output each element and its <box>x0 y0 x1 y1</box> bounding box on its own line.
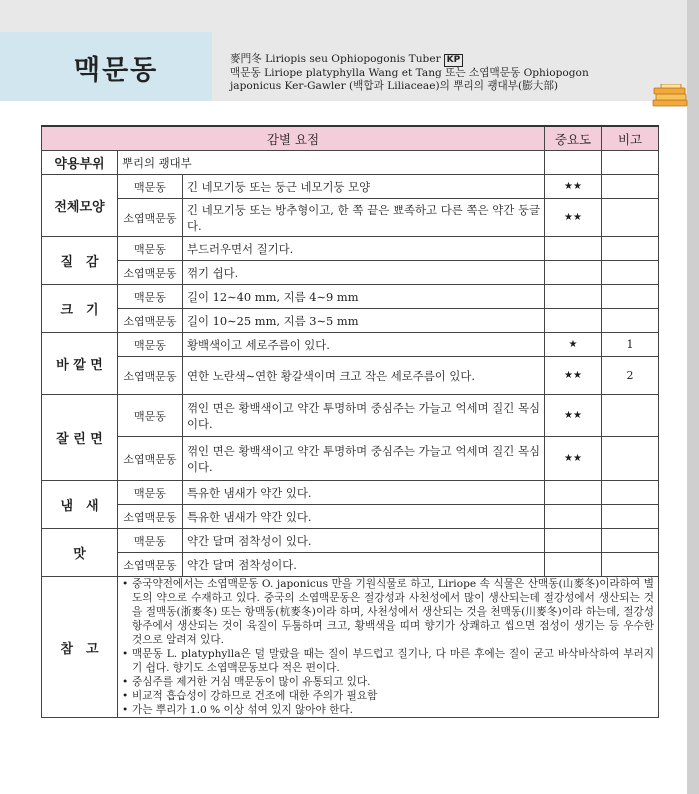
row-text: 꺾인 면은 황백색이고 약간 투명하며 중심주는 가늘고 억세며 질긴 목심이다. <box>183 395 545 437</box>
row-subtype: 소엽맥문동 <box>118 437 183 481</box>
herb-description <box>230 53 680 93</box>
row-subtype: 소엽맥문동 <box>118 199 183 237</box>
table-row <box>42 481 659 505</box>
table-row <box>42 261 659 285</box>
remark-note: 1 <box>602 333 659 357</box>
remark-note <box>602 309 659 333</box>
importance-stars <box>545 553 602 577</box>
importance-stars <box>545 285 602 309</box>
remark-note <box>602 199 659 237</box>
table-row <box>42 285 659 309</box>
row-text: 부드러우면서 질기다. <box>183 237 545 261</box>
row-text: 길이 12∼40 mm, 지름 4∼9 mm <box>183 285 545 309</box>
table-row <box>42 505 659 529</box>
row-category: 바 깥 면 <box>42 333 118 395</box>
row-subtype: 소엽맥문동 <box>118 357 183 395</box>
row-category: 질 감 <box>42 237 118 285</box>
importance-stars <box>545 151 602 175</box>
remark-note <box>602 175 659 199</box>
importance-stars <box>545 309 602 333</box>
note-item: • 중심주를 제거한 거심 맥문동이 많이 유통되고 있다. <box>122 675 654 689</box>
description-line-2: 맥문동 Liriope platyphylla Wang et Tang 또는 소엽맥문동 Ophiopogon <box>230 67 589 79</box>
row-subtype: 소엽맥문동 <box>118 261 183 285</box>
table-row <box>42 237 659 261</box>
header-key-points: 감별 요점 <box>42 126 545 151</box>
remark-note <box>602 261 659 285</box>
row-category: 잘 린 면 <box>42 395 118 481</box>
row-category: 크 기 <box>42 285 118 333</box>
importance-stars: ★ <box>545 333 602 357</box>
row-text: 뿌리의 괭대부 <box>118 151 545 175</box>
row-subtype: 소엽맥문동 <box>118 553 183 577</box>
header-importance: 중요도 <box>545 126 602 151</box>
importance-stars <box>545 505 602 529</box>
row-subtype: 맥문동 <box>118 237 183 261</box>
row-subtype: 맥문동 <box>118 333 183 357</box>
row-text: 꺾인 면은 황백색이고 약간 투명하며 중심주는 가늘고 억세며 질긴 목심이다. <box>183 437 545 481</box>
table-row <box>42 199 659 237</box>
row-text: 약간 달며 점착성이다. <box>183 553 545 577</box>
table-header-row <box>42 126 659 151</box>
importance-stars: ★★ <box>545 175 602 199</box>
table-row <box>42 175 659 199</box>
remark-note <box>602 553 659 577</box>
note-item: • 중국약전에서는 소엽맥문동 O. japonicus 만을 기원식물로 하고, Liriope 속 식물은 산맥동(山麥冬)이라하여 별도의 약으로 수재하고 있다. 중국의 소엽맥문동은 절강성과 사천성에서 많이 생산되는데 절강성에서 생산되는 것을 절맥동(浙麥冬) 또는 항맥동(杭麥冬)이라 하며, 사천성에서 생산되는 것을 천맥동(川麥冬)이라 하는데, 절강성 항주에서 생산되는 것이 육질이 두툼하며 크고, 황백색을 띠며 향기가 상쾌하고 씹으면 점성이 생기는 등 우수한 것으로 알려져 있다. <box>122 577 654 647</box>
table-row <box>42 529 659 553</box>
identification-table <box>41 125 659 718</box>
row-subtype: 맥문동 <box>118 481 183 505</box>
row-text: 꺾기 쉽다. <box>183 261 545 285</box>
table-row <box>42 395 659 437</box>
remark-note: 2 <box>602 357 659 395</box>
importance-stars: ★★ <box>545 437 602 481</box>
note-item: • 맥문동 L. platyphylla은 덜 말랐을 때는 질이 부드럽고 질기나, 다 마른 후에는 질이 굳고 바삭바삭하여 부러지기 쉽다. 향기도 소엽맥문동보다 적은 편이다. <box>122 647 654 675</box>
row-category: 전체모양 <box>42 175 118 237</box>
importance-stars <box>545 261 602 285</box>
table-row <box>42 333 659 357</box>
row-text: 약간 달며 점착성이 있다. <box>183 529 545 553</box>
table-row <box>42 309 659 333</box>
row-subtype: 소엽맥문동 <box>118 505 183 529</box>
notes-label: 참 고 <box>42 577 118 718</box>
importance-stars <box>545 237 602 261</box>
row-text: 긴 네모기둥 또는 둥근 네모기둥 모양 <box>183 175 545 199</box>
importance-stars: ★★ <box>545 395 602 437</box>
note-item: • 비교적 흡습성이 강하므로 건조에 대한 주의가 필요함 <box>122 689 654 703</box>
table-row <box>42 553 659 577</box>
remark-note <box>602 437 659 481</box>
row-category: 냄 새 <box>42 481 118 529</box>
row-text: 특유한 냄새가 약간 있다. <box>183 481 545 505</box>
note-item: • 가는 뿌리가 1.0 % 이상 섞여 있지 않아야 한다. <box>122 703 654 717</box>
description-line-3: japonicus Ker-Gawler (백합과 Liliaceae)의 뿌리의 괭대부(膨大部) <box>230 80 559 92</box>
remark-note <box>602 529 659 553</box>
notes-row <box>42 577 659 718</box>
importance-stars: ★★ <box>545 199 602 237</box>
importance-stars <box>545 529 602 553</box>
description-line-1: 麥門冬 Liriopis seu Ophiopogonis Tuber KP <box>230 53 680 67</box>
row-text: 연한 노란색∼연한 황갈색이며 크고 작은 세로주름이 있다. <box>183 357 545 395</box>
remark-note <box>602 237 659 261</box>
header-remarks: 비고 <box>602 126 659 151</box>
row-subtype: 맥문동 <box>118 285 183 309</box>
row-text: 특유한 냄새가 약간 있다. <box>183 505 545 529</box>
row-category: 맛 <box>42 529 118 577</box>
table-row <box>42 357 659 395</box>
remark-note <box>602 395 659 437</box>
page-title: 맥문동 <box>74 55 159 86</box>
row-text: 길이 10∼25 mm, 지름 3∼5 mm <box>183 309 545 333</box>
books-icon <box>651 84 689 108</box>
importance-stars: ★★ <box>545 357 602 395</box>
remark-note <box>602 285 659 309</box>
kp-badge: KP <box>444 54 464 67</box>
row-text: 황백색이고 세로주름이 있다. <box>183 333 545 357</box>
row-subtype: 소엽맥문동 <box>118 309 183 333</box>
table-row <box>42 151 659 175</box>
table-row <box>42 437 659 481</box>
row-subtype: 맥문동 <box>118 395 183 437</box>
row-text: 긴 네모기둥 또는 방추형이고, 한 쪽 끝은 뾰족하고 다른 쪽은 약간 둥글다. <box>183 199 545 237</box>
notes-cell <box>118 577 659 718</box>
importance-stars <box>545 481 602 505</box>
remark-note <box>602 505 659 529</box>
remark-note <box>602 481 659 505</box>
row-category: 약용부위 <box>42 151 118 175</box>
page-edge-strip <box>687 0 699 794</box>
row-subtype: 맥문동 <box>118 529 183 553</box>
remark-note <box>602 151 659 175</box>
row-subtype: 맥문동 <box>118 175 183 199</box>
notes-list <box>122 577 654 717</box>
